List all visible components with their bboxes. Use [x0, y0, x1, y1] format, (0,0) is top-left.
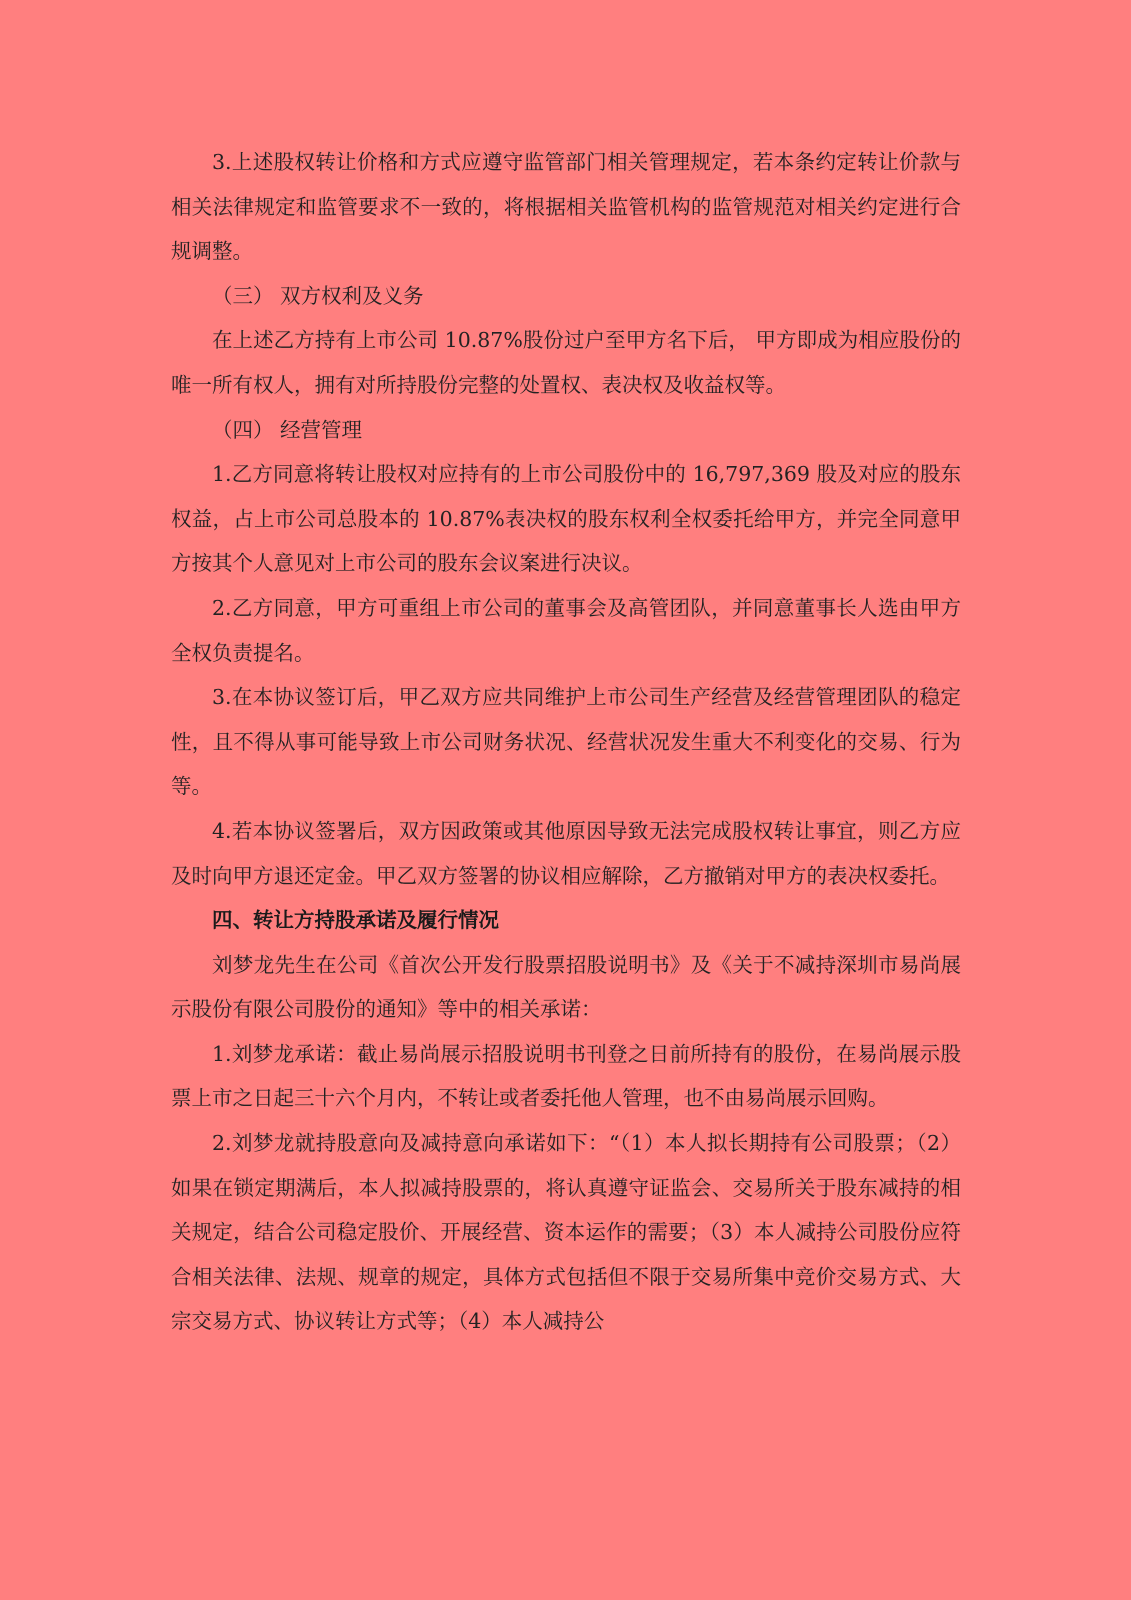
paragraph-price-compliance: 3.上述股权转让价格和方式应遵守监管部门相关管理规定，若本条约定转让价款与相关法律规定和监管要求不一致的，将根据相关监管机构的监管规范对相关约定进行合规调整。 — [171, 150, 961, 264]
paragraph-commitments-intro: 刘梦龙先生在公司《首次公开发行股票招股说明书》及《关于不减持深圳市易尚展示股份有限公司股份的通知》等中的相关承诺： — [171, 952, 961, 1022]
section-heading-commitments: 四、转让方持股承诺及履行情况 — [212, 908, 499, 933]
paragraph-voting-entrustment: 1.乙方同意将转让股权对应持有的上市公司股份中的 16,797,369 股及对应的股东权益，占上市公司总股本的 10.87%表决权的股东权利全权委托给甲方，并完全同意甲方按其个人意见对上市公司的股东会议案进行决议。 — [171, 462, 961, 576]
paragraph-termination: 4.若本协议签署后，双方因政策或其他原因导致无法完成股权转让事宜，则乙方应及时向甲方退还定金。甲乙双方签署的协议相应解除，乙方撤销对甲方的表决权委托。 — [171, 818, 961, 888]
paragraph-reduction-commitment: 2.刘梦龙就持股意向及减持意向承诺如下：“（1）本人拟长期持有公司股票；（2）如果在锁定期满后，本人拟减持股票的，将认真遵守证监会、交易所关于股东减持的相关规定，结合公司稳定股价、开展经营、资本运作的需要；（3）本人减持公司股份应符合相关法律、法规、规章的规定，具体方式包括但不限于交易所集中竞价交易方式、大宗交易方式、协议转让方式等；（4）本人减持公 — [171, 1131, 961, 1334]
document-page — [171, 140, 961, 1344]
paragraph-board-reorganization: 2.乙方同意，甲方可重组上市公司的董事会及高管团队，并同意董事长人选由甲方全权负责提名。 — [171, 595, 961, 665]
section-heading-management: （四） 经营管理 — [212, 417, 363, 442]
paragraph-stability: 3.在本协议签订后，甲乙双方应共同维护上市公司生产经营及经营管理团队的稳定性，且不得从事可能导致上市公司财务状况、经营状况发生重大不利变化的交易、行为等。 — [171, 685, 961, 799]
paragraph-lockup-commitment: 1.刘梦龙承诺：截止易尚展示招股说明书刊登之日前所持有的股份，在易尚展示股票上市之日起三十六个月内，不转让或者委托他人管理，也不由易尚展示回购。 — [171, 1041, 961, 1111]
paragraph-ownership-transfer: 在上述乙方持有上市公司 10.87%股份过户至甲方名下后， 甲方即成为相应股份的唯一所有权人，拥有对所持股份完整的处置权、表决权及收益权等。 — [171, 328, 961, 397]
section-heading-rights-obligations: （三） 双方权利及义务 — [212, 283, 424, 308]
